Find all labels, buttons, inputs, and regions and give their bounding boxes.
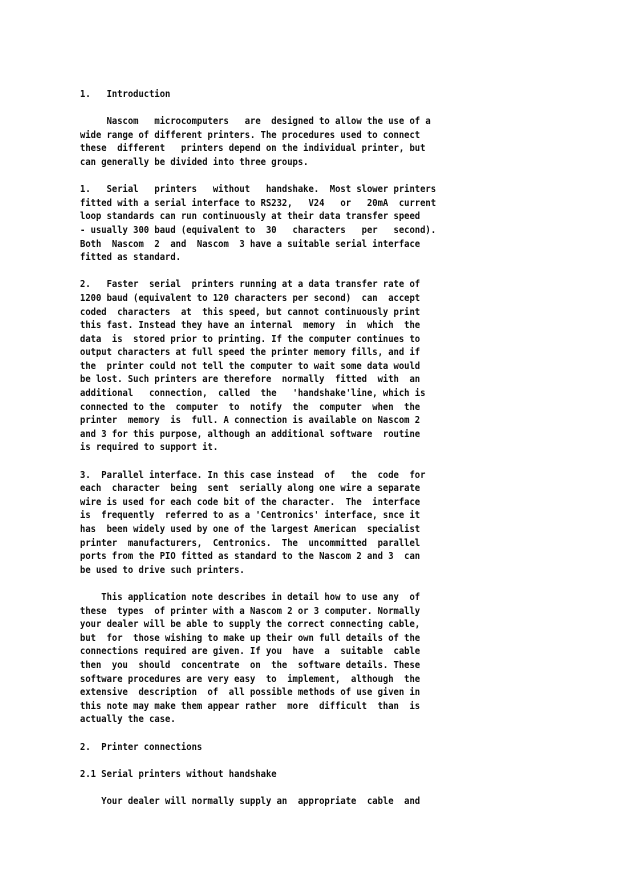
paragraph-parallel-interface xyxy=(80,469,540,578)
text-line: can generally be divided into three groups. xyxy=(80,156,309,168)
text-line: these types of printer with a Nascom 2 or 3 computer. Normally xyxy=(80,605,421,617)
text-line: these different printers depend on the individual printer, but xyxy=(80,143,426,155)
text-line: additional connection, called the 'handshake'line, which is xyxy=(80,388,426,400)
text-line: your dealer will be able to supply the correct connecting cable, xyxy=(80,619,421,631)
text-line: is required to support it. xyxy=(80,442,219,454)
text-line: then you should concentrate on the software details. These xyxy=(80,659,421,671)
heading-line: 2. Printer connections xyxy=(80,741,203,753)
text-line: but for those wishing to make up their own full details of the xyxy=(80,632,421,644)
text-line: 2. Faster serial printers running at a data transfer rate of xyxy=(80,279,421,291)
text-line: wire is used for each code bit of the character. The interface xyxy=(80,496,421,508)
paragraph-faster-serial-printers xyxy=(80,278,540,455)
text-line: this note may make them appear rather more difficult than is xyxy=(80,700,421,712)
heading-line: 2.1 Serial printers without handshake xyxy=(80,768,277,780)
section-heading-introduction xyxy=(80,88,540,102)
text-line: each character being sent serially along one wire a separate xyxy=(80,483,421,495)
paragraph-dealer-cable xyxy=(80,795,540,809)
text-line: - usually 300 baud (equivalent to 30 characters per second). xyxy=(80,224,437,236)
text-line: loop standards can run continuously at their data transfer speed xyxy=(80,211,421,223)
text-line: be used to drive such printers. xyxy=(80,564,245,576)
text-line: printer manufacturers, Centronics. The uncommitted parallel xyxy=(80,537,421,549)
text-line: this fast. Instead they have an internal memory in which the xyxy=(80,320,421,332)
document-text-column xyxy=(80,88,540,808)
paragraph-serial-without-handshake xyxy=(80,183,540,265)
section-heading-printer-connections xyxy=(80,741,540,755)
text-line: 1200 baud (equivalent to 120 characters per second) can accept xyxy=(80,292,421,304)
text-line: data is stored prior to printing. If the computer continues to xyxy=(80,333,421,345)
text-line: actually the case. xyxy=(80,714,176,726)
text-line: Both Nascom 2 and Nascom 3 have a suitable serial interface xyxy=(80,238,421,250)
text-line: be lost. Such printers are therefore normally fitted with an xyxy=(80,374,421,386)
text-line: is frequently referred to as a 'Centronics' interface, snce it xyxy=(80,510,421,522)
text-line: output characters at full speed the printer memory fills, and if xyxy=(80,347,421,359)
text-line: Your dealer will normally supply an appropriate cable and xyxy=(80,795,421,807)
text-line: 1. Serial printers without handshake. Most slower printers xyxy=(80,184,437,196)
text-line: fitted as standard. xyxy=(80,252,181,264)
text-line: fitted with a serial interface to RS232, V24 or 20mA current xyxy=(80,197,437,209)
text-line: ports from the PIO fitted as standard to the Nascom 2 and 3 can xyxy=(80,551,421,563)
text-line: extensive description of all possible methods of use given in xyxy=(80,687,421,699)
text-line: printer memory is full. A connection is available on Nascom 2 xyxy=(80,415,421,427)
paragraph-introduction xyxy=(80,115,540,169)
text-line: and 3 for this purpose, although an additional software routine xyxy=(80,428,421,440)
subsection-heading-serial-without-handshake xyxy=(80,768,540,782)
text-line: Nascom microcomputers are designed to allow the use of a xyxy=(80,116,431,128)
text-line: connections required are given. If you have a suitable cable xyxy=(80,646,421,658)
text-line: wide range of different printers. The procedures used to connect xyxy=(80,129,421,141)
text-line: software procedures are very easy to implement, although the xyxy=(80,673,421,685)
text-line: This application note describes in detail how to use any of xyxy=(80,591,421,603)
text-line: 3. Parallel interface. In this case instead of the code for xyxy=(80,469,426,481)
text-line: the printer could not tell the computer to wait some data would xyxy=(80,360,421,372)
text-line: has been widely used by one of the largest American specialist xyxy=(80,524,421,535)
heading-line: 1. Introduction xyxy=(80,89,171,100)
text-line: connected to the computer to notify the computer when the xyxy=(80,401,421,413)
paragraph-application-note-summary xyxy=(80,591,540,727)
text-line: coded characters at this speed, but cannot continuously print xyxy=(80,306,421,318)
